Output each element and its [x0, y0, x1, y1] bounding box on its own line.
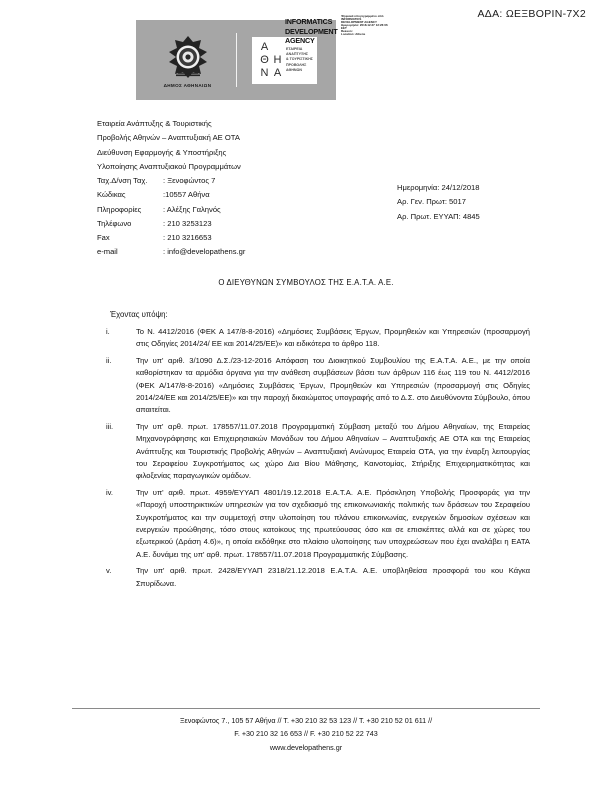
considerations-list — [106, 326, 530, 594]
signature-line-2: INFORMATICS — [341, 17, 362, 22]
protocol-general-number: Αρ. Γεν. Πρωτ: 5017 — [397, 197, 466, 207]
sender-field-postcode — [97, 188, 245, 202]
ada-stamp: ΑΔΑ: ΩΕΞΒΟΡΙΝ-7Χ2 — [477, 8, 586, 20]
sender-field-contact — [97, 203, 245, 217]
city-seal-caption: ΔΗΜΟΣ ΑΘΗΝΑΙΩΝ — [163, 82, 212, 88]
list-item — [106, 565, 530, 590]
list-item-text: Την υπ' αρθ. πρωτ. 178557/11.07.2018 Προγραμματική Σύμβαση μεταξύ του Δήμου Αθηναίων, της Εταιρείας Μηχανογράφησης και Επιχειρησιακών Μονάδων του Δήμου Αθηναίων – Αναπτυξιακής ΑΕ ΟΤΑ και της Εταιρείας Ανάπτυξης και Τουριστικής Προβολής Αθηνών – Αναπτυξιακή Ανώνυμος Εταιρεία ΟΤΑ, για την έναρξη λειτουργίας του Σεραφείου Συγκροτήματος ως χώρο Δια Βίου Μάθησης, Καινοτομίας, Στήριξης Επιχειρηματικότητας και φιλοξενίας παραγωγικών ομάδων. — [136, 422, 530, 481]
list-item — [106, 355, 530, 416]
protocol-eyyap-number: Αρ. Πρωτ. ΕΥΥΑΠ: 4845 — [397, 211, 480, 221]
sender-field-phone-label: Τηλέφωνο — [97, 218, 132, 228]
list-item-marker: iv. — [106, 488, 114, 498]
signature-line-7: Location: Athens — [341, 32, 366, 37]
athina-subtitle-line-4: ΠΡΟΒΟΛΗΣ — [286, 62, 307, 67]
sender-field-address — [97, 174, 245, 188]
list-item-text: Την υπ' αριθ. πρωτ. 4959/ΕΥΥΑΠ 4801/19.12.2018 Ε.Α.Τ.Α. Α.Ε. Πρόσκληση Υποβολής Προσφοράς για την «Παροχή υποστηρικτικών υπηρεσιών για τον σχεδιασμό της επικοινωνιακής πολιτικής των δράσεων του Σεραφείου Συγκροτήματος και την συμμετοχή στην υλοποίηση του πλάνου επικοινωνίας, ενεργειών δημοσίων σχέσεων και ενεργειών προώθησης, τόσο στους κατοίκους της πρωτεύουσας όσο και σε επισκέπτες αλλά και σε χώρες του εξωτερικού (Δράση 4.6)», η οποία εκδόθηκε στο πλαίσιο υλοποίησης των υποχρεώσεων που έχει αναλάβει η ΕΑΤΑ Α.Ε. δυνάμει της υπ' αρθ. πρωτ. 178557/11.07.2018 Προγραμματικής Σύμβασης. — [136, 488, 530, 559]
page-footer — [0, 714, 612, 754]
city-of-athens-logo — [140, 33, 236, 88]
sender-org-line-2: Προβολής Αθηνών – Αναπτυξιακή ΑΕ ΟΤΑ — [97, 133, 240, 143]
athina-letter-n: Ν — [260, 66, 269, 79]
sender-field-email-label: e-mail — [97, 247, 118, 257]
sender-field-postcode-value: :10557 Αθήνα — [163, 190, 210, 200]
sender-field-postcode-label: Κώδικας — [97, 190, 126, 200]
city-seal-icon — [164, 33, 212, 81]
athina-subtitle-line-3: & ΤΟΥΡΙΣΤΙΚΗΣ — [286, 57, 313, 62]
list-item — [106, 326, 530, 351]
sender-dept-line-1: Διεύθυνση Εφαρμογής & Υποστήριξης — [97, 147, 227, 157]
footer-line-2: F. +30 210 32 16 653 // F. +30 210 52 22 743 — [234, 729, 378, 739]
athina-subtitle — [286, 47, 313, 72]
footer-website: www.developathens.gr — [269, 742, 343, 752]
list-item-marker: iii. — [106, 422, 114, 432]
sender-org-line-1: Εταιρεία Ανάπτυξης & Τουριστικής — [97, 119, 212, 128]
sender-field-contact-value: : Αλέξης Γαληνός — [163, 204, 221, 214]
signature-line-1: Ψηφιακά υπογεγραμμένο από — [341, 14, 384, 18]
logo-divider — [236, 33, 237, 87]
list-item-text: Την υπ' αριθ. 3/1090 Δ.Σ./23-12-2016 Απόφαση του Διοικητικού Συμβουλίου της Ε.Α.Τ.Α. Α.Ε., με την οποία καθορίστηκαν τα αρμόδια όργανα για την ανάθεση συμβάσεων βάσει των άρθρων 116 έως 119 του Ν. 4412/2016 (ΦΕΚ Α/147/8-8-2016) «Δημόσιες Συμβάσεις Έργων, Προμηθειών και Υπηρεσιών (προσαρμογή στις Οδηγίες 2014/24/ΕΕ και 2014/25/ΕΕ)» και την παροχή δικαιώματος υπογραφής από το Δ.Σ. στο Διευθύνοντα Σύμβουλο, όπου απαιτείται. — [136, 356, 530, 415]
athina-letter-a2: Α — [273, 66, 282, 79]
footer-divider — [72, 708, 540, 709]
list-item-marker: i. — [106, 327, 110, 336]
document-title: Ο ΔΙΕΥΘΥΝΩΝ ΣΥΜΒΟΥΛΟΣ ΤΗΣ Ε.Α.Τ.Α. Α.Ε. — [218, 278, 394, 287]
list-item-text: Την υπ' αριθ. πρωτ. 2428/ΕΥΥΑΠ 2318/21.12.2018 Ε.Α.Τ.Α. Α.Ε. υποβληθείσα προσφορά του κου Κάγκα Σπυρίδωνα. — [136, 566, 530, 588]
digital-signature-block — [341, 15, 407, 36]
footer-line-1: Ξενοφώντος 7., 105 57 Αθήνα // Τ. +30 210 32 53 123 // Τ. +30 210 52 01 611 // — [179, 716, 433, 725]
sender-field-email — [97, 245, 245, 259]
list-item — [106, 421, 530, 482]
preamble-text: Έχοντας υπόψη: — [110, 310, 168, 319]
athina-letter-grid — [258, 41, 284, 80]
sender-field-fax-value: : 210 3216653 — [163, 233, 212, 243]
athina-subtitle-line-2: ΑΝΑΠΤΥΞΗΣ — [286, 52, 309, 57]
signature-line-3: DEVELOPMENT AGENCY — [341, 20, 377, 25]
athina-letter-i: Η — [273, 53, 282, 66]
athina-subtitle-line-5: ΑΘΗΝΩΝ — [286, 67, 302, 72]
athina-letter-th: Θ — [260, 53, 269, 66]
protocol-date: Ημερομηνία: 24/12/2018 — [397, 183, 480, 192]
list-item-text: Το Ν. 4412/2016 (ΦΕΚ Α 147/8-8-2016) «Δημόσιες Συμβάσεις Έργων, Προμηθειών και Υπηρεσιών (προσαρμογή στις Οδηγίες 2014/24/ ΕΕ και 2014/25/ΕΕ)» και ειδικότερα το άρθρο 118. — [136, 327, 530, 349]
sender-field-phone — [97, 217, 245, 231]
list-item-marker: ii. — [106, 356, 112, 366]
sender-field-email-value: : info@developathens.gr — [163, 247, 246, 257]
athina-letter-spacer — [271, 41, 284, 54]
sender-field-fax-label: Fax — [97, 233, 110, 243]
protocol-block — [397, 181, 480, 224]
sender-address-block — [97, 117, 245, 260]
signature-line-5: EET — [341, 26, 347, 31]
sender-field-address-value: : Ξενοφώντος 7 — [163, 176, 216, 186]
list-item — [106, 487, 530, 561]
athina-subtitle-line-1: ΕΤΑΙΡΕΙΑ — [286, 47, 303, 52]
sender-field-address-label: Ταχ.Δ/νση Ταχ. — [97, 176, 148, 186]
sender-dept-line-2: Υλοποίησης Αναπτυξιακού Προγραμμάτων — [97, 161, 241, 171]
list-item-marker: v. — [106, 566, 112, 576]
ida-agency-name: INFORMATICS DEVELOPMENT AGENCY — [285, 17, 338, 46]
athina-letter-a1: Α — [260, 40, 269, 53]
sender-field-phone-value: : 210 3253123 — [163, 218, 212, 228]
sender-field-contact-label: Πληροφορίες — [97, 204, 142, 214]
signature-line-6: Reason: — [341, 29, 353, 34]
sender-field-fax — [97, 231, 245, 245]
signature-line-4: Ημερομηνία: 2018.12.27 12:26:06 — [341, 23, 388, 28]
